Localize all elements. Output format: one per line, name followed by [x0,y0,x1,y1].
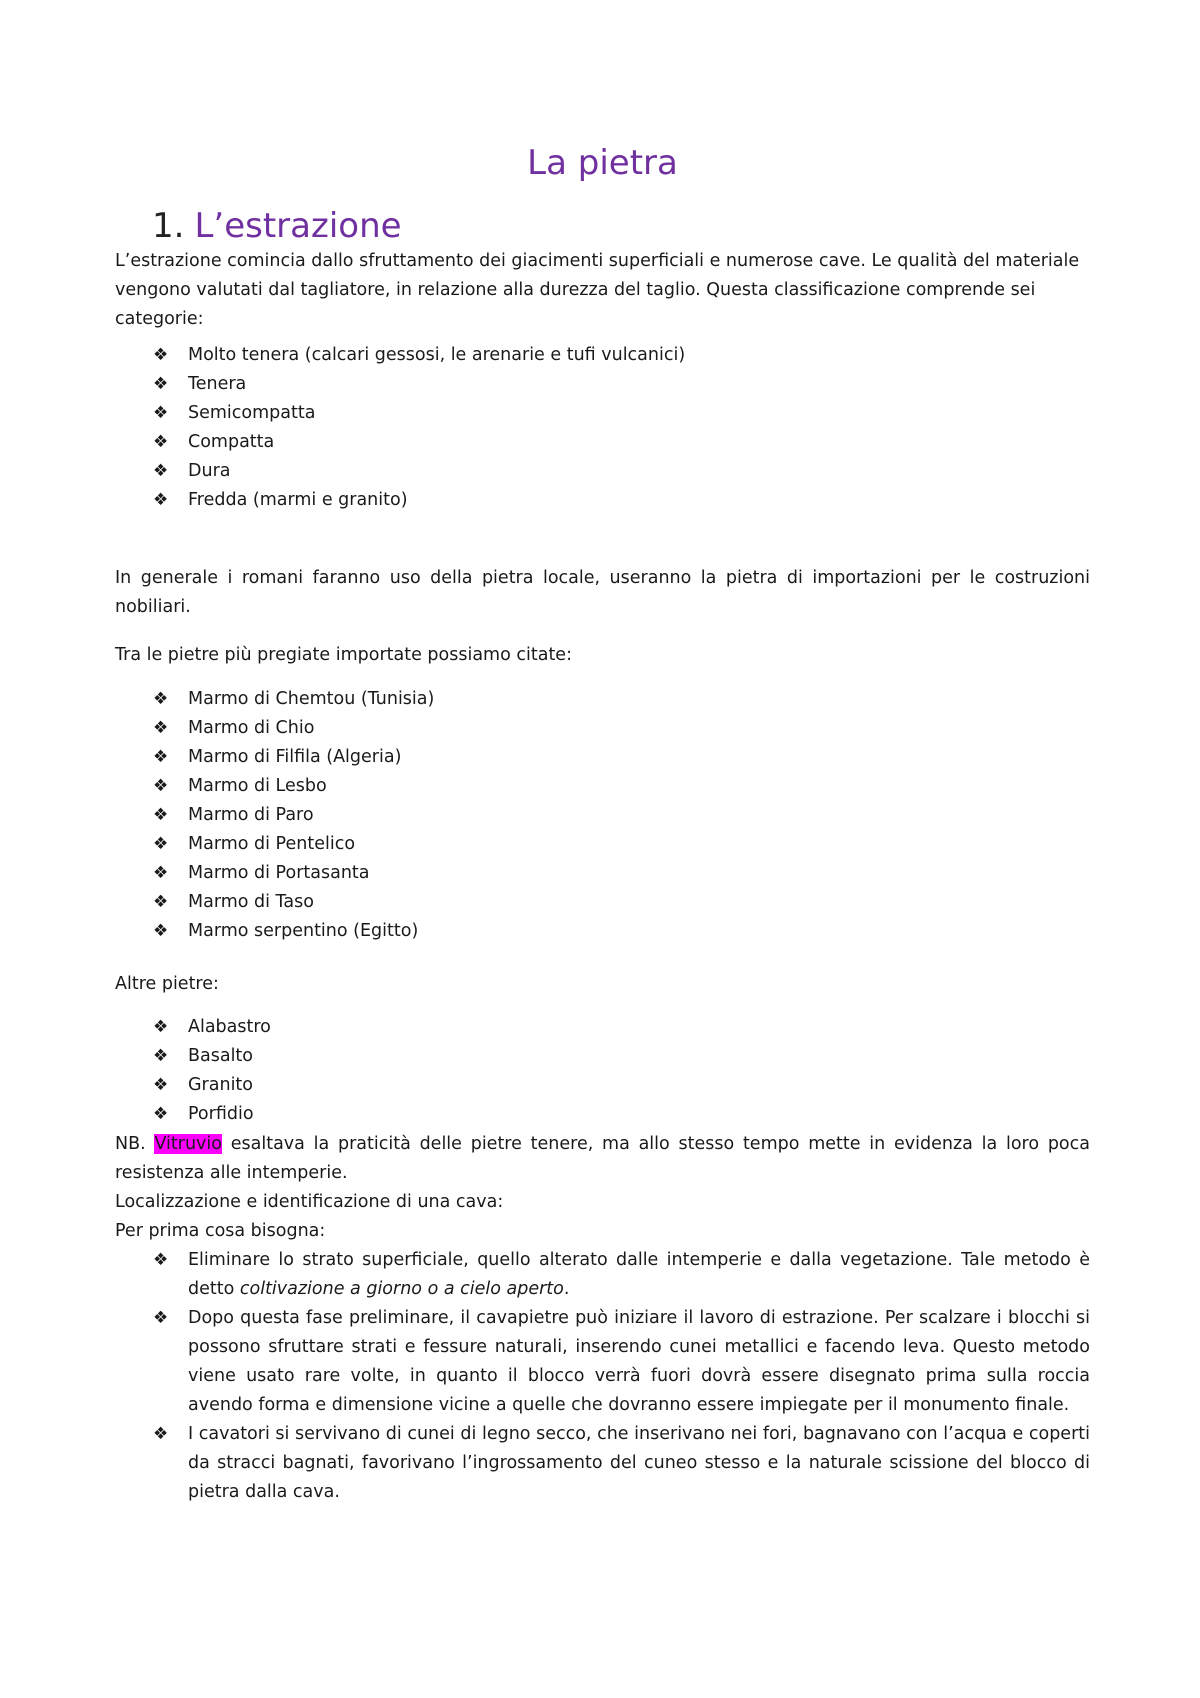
list-item: ❖ Compatta [115,428,1090,457]
section-heading [152,202,402,250]
diamond-bullet-icon: ❖ [153,805,169,825]
list-item: ❖ Marmo serpentino (Egitto) [115,917,1090,946]
list-item: ❖ Molto tenera (calcari gessosi, le arenarie e tufi vulcanici) [115,341,1090,370]
diamond-bullet-icon: ❖ [153,1424,169,1444]
diamond-bullet-icon: ❖ [153,921,169,941]
list-item: ❖ Marmo di Portasanta [115,859,1090,888]
diamond-bullet-icon: ❖ [153,776,169,796]
pregiate-paragraph: Tra le pietre più pregiate importate possiamo citate: [115,645,572,665]
list-item: ❖ Eliminare lo strato superficiale, quello alterato dalle intemperie e dalla vegetazione. Tale metodo è detto coltivazione a giorno o a cielo aperto. [115,1246,1090,1304]
list-item: ❖ Marmo di Filfila (Algeria) [115,743,1090,772]
list-item: ❖ Dopo questa fase preliminare, il cavapietre può iniziare il lavoro di estrazione. Per scalzare i blocchi si possono sfruttare strati e fessure naturali, inserendo cunei metallici e facendo leva. Questo metodo viene usato rare volte, in quanto il blocco verrà fuori dovrà essere disegnato prima sulla roccia avendo forma e dimensione vicine a quelle che dovranno essere impiegate per il monumento finale. [115,1304,1090,1420]
intro-paragraph: L’estrazione comincia dallo sfruttamento dei giacimenti superficiali e numerose cave. Le qualità del materiale vengono valutati dal tagliatore, in relazione alla durezza del taglio. Questa classificazione comprende sei categorie: [115,251,1080,329]
list-item: ❖ Dura [115,457,1090,486]
list-item: ❖ Basalto [115,1042,1090,1071]
section-label: L’estrazione [194,206,402,246]
page-title: La pietra [527,143,678,183]
diamond-bullet-icon: ❖ [153,345,169,365]
diamond-bullet-icon: ❖ [153,461,169,481]
diamond-bullet-icon: ❖ [153,863,169,883]
diamond-bullet-icon: ❖ [153,490,169,510]
general-paragraph: In generale i romani faranno uso della pietra locale, useranno la pietra di importazioni per le costruzioni nobiliari. [115,568,1090,617]
list-item: ❖ Semicompatta [115,399,1090,428]
categories-list [115,341,1090,515]
list-item: ❖ Porfidio [115,1100,1090,1129]
list-item: ❖ I cavatori si servivano di cunei di legno secco, che inserivano nei fori, bagnavano con l’acqua e coperti da stracci bagnati, favorivano l’ingrossamento del cuneo stesso e la naturale scissione del blocco di pietra dalla cava. [115,1420,1090,1507]
prima-paragraph: Per prima cosa bisogna: [115,1221,326,1241]
list-item: ❖ Alabastro [115,1013,1090,1042]
diamond-bullet-icon: ❖ [153,718,169,738]
list-item: ❖ Marmo di Chio [115,714,1090,743]
diamond-bullet-icon: ❖ [153,747,169,767]
list-item: ❖ Fredda (marmi e granito) [115,486,1090,515]
diamond-bullet-icon: ❖ [153,834,169,854]
diamond-bullet-icon: ❖ [153,892,169,912]
list-item: ❖ Marmo di Lesbo [115,772,1090,801]
localizzazione-paragraph: Localizzazione e identificazione di una cava: [115,1192,504,1212]
nb-paragraph: NB. Vitruvio esaltava la praticità delle pietre tenere, ma allo stesso tempo mette in evidenza la loro poca resistenza alle intemperie. [115,1134,1090,1183]
highlighted-term: Vitruvio [154,1134,222,1154]
list-item: ❖ Granito [115,1071,1090,1100]
list-item: ❖ Marmo di Paro [115,801,1090,830]
diamond-bullet-icon: ❖ [153,1308,169,1328]
diamond-bullet-icon: ❖ [153,1075,169,1095]
altre-paragraph: Altre pietre: [115,974,219,994]
diamond-bullet-icon: ❖ [153,432,169,452]
steps-list [115,1246,1090,1507]
list-item: ❖ Marmo di Taso [115,888,1090,917]
diamond-bullet-icon: ❖ [153,689,169,709]
list-item: ❖ Marmo di Chemtou (Tunisia) [115,685,1090,714]
other-stones-list [115,1013,1090,1129]
section-number: 1. [152,206,185,246]
diamond-bullet-icon: ❖ [153,1250,169,1270]
marbles-list [115,685,1090,946]
list-item: ❖ Marmo di Pentelico [115,830,1090,859]
diamond-bullet-icon: ❖ [153,1104,169,1124]
diamond-bullet-icon: ❖ [153,374,169,394]
diamond-bullet-icon: ❖ [153,403,169,423]
diamond-bullet-icon: ❖ [153,1046,169,1066]
diamond-bullet-icon: ❖ [153,1017,169,1037]
list-item: ❖ Tenera [115,370,1090,399]
